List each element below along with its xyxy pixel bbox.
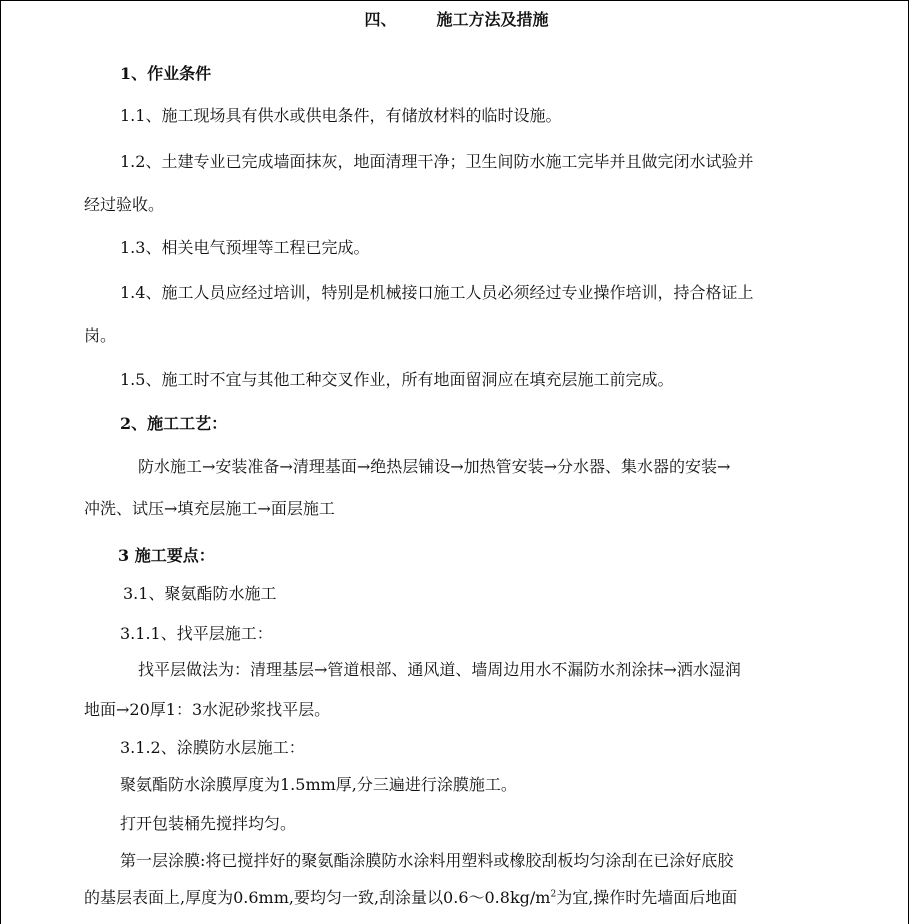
paragraph-leveling-cont: 地面→20厚1：3水泥砂浆找平层。 xyxy=(84,700,331,719)
paragraph-process-flow-cont: 冲洗、试压→填充层施工→面层施工 xyxy=(84,499,335,518)
paragraph-1-5: 1.5、施工时不宜与其他工种交叉作业，所有地面留洞应在填充层施工前完成。 xyxy=(120,370,674,389)
section-number: 四、 xyxy=(364,10,397,29)
paragraph-1-4: 1.4、施工人员应经过培训，特别是机械接口施工人员必须经过专业操作培训，持合格证上 xyxy=(120,283,754,302)
heading-3-1-2: 3.1.2、涂膜防水层施工： xyxy=(120,738,305,757)
heading-key-points: 3 施工要点： xyxy=(118,546,215,565)
heading-construction-process: 2、施工工艺： xyxy=(120,414,228,433)
paragraph-first-layer-cont xyxy=(84,888,737,908)
section-title-text: 施工方法及措施 xyxy=(436,10,549,29)
paragraph-leveling: 找平层做法为：清理基层→管道根部、通风道、墙周边用水不漏防水剂涂抹→洒水湿润 xyxy=(138,660,741,679)
paragraph-1-2-cont: 经过验收。 xyxy=(84,195,165,214)
paragraph-process-flow: 防水施工→安装准备→清理基面→绝热层铺设→加热管安装→分水器、集水器的安装→ xyxy=(138,457,731,476)
paragraph-first-layer: 第一层涂膜:将已搅拌好的聚氨酯涂膜防水涂料用塑料或橡胶刮板均匀涂刮在已涂好底胶 xyxy=(120,851,734,870)
paragraph-1-1: 1.1、施工现场具有供水或供电条件，有储放材料的临时设施。 xyxy=(120,106,562,125)
first-layer-text-b: 为宜,操作时先墙面后地面 xyxy=(556,888,738,907)
heading-work-conditions: 1、作业条件 xyxy=(120,64,212,83)
paragraph-1-3: 1.3、相关电气预埋等工程已完成。 xyxy=(120,238,370,257)
heading-3-1-1: 3.1.1、找平层施工： xyxy=(120,624,273,643)
paragraph-1-4-cont: 岗。 xyxy=(84,326,117,345)
paragraph-coating-thickness: 聚氨酯防水涂膜厚度为1.5mm厚,分三遍进行涂膜施工。 xyxy=(120,775,517,794)
heading-3-1: 3.1、聚氨酯防水施工 xyxy=(123,584,277,603)
section-title xyxy=(1,10,911,30)
paragraph-1-2: 1.2、土建专业已完成墙面抹灰，地面清理干净；卫生间防水施工完毕并且做完闭水试验并 xyxy=(120,152,754,171)
first-layer-text-a: 的基层表面上,厚度为0.6mm,要均匀一致,刮涂量以0.6～0.8kg/m xyxy=(84,888,551,907)
superscript-2: 2 xyxy=(550,889,557,900)
paragraph-stir: 打开包装桶先搅拌均匀。 xyxy=(120,814,297,833)
